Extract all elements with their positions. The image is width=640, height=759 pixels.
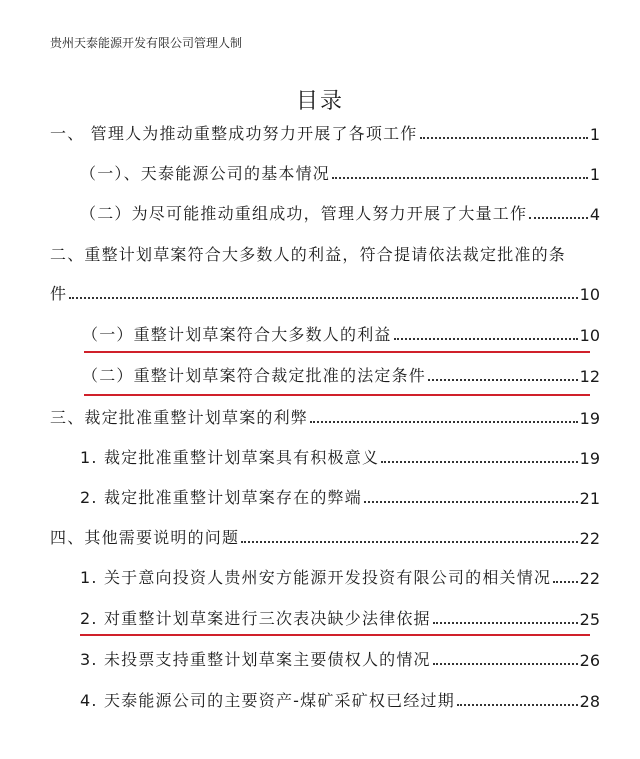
leader-dots <box>553 581 577 583</box>
toc-entry-label: 四、其他需要说明的问题 <box>50 528 240 547</box>
toc-entry <box>80 566 600 588</box>
toc-entry <box>80 486 600 508</box>
toc-entry-page: 4 <box>589 205 600 224</box>
toc-entry <box>80 607 600 629</box>
toc-entry-page: 22 <box>579 569 600 588</box>
leader-dots <box>69 297 577 299</box>
toc-entry-page: 28 <box>579 692 600 711</box>
toc-entry <box>50 406 600 428</box>
toc-title: 目录 <box>295 89 344 114</box>
toc-entry-page: 25 <box>579 610 600 629</box>
toc-entry-label: （二）为尽可能推动重组成功，管理人努力开展了大量工作 <box>80 204 528 223</box>
toc-entry-page: 19 <box>579 409 600 428</box>
toc-entry <box>82 364 600 386</box>
leader-dots <box>332 177 588 179</box>
leader-dots <box>433 663 578 665</box>
leader-dots <box>381 461 577 463</box>
toc-entry-label: 4. 天泰能源公司的主要资产-煤矿采矿权已经过期 <box>80 691 455 710</box>
leader-dots <box>310 421 578 423</box>
toc-entry-page: 12 <box>579 367 600 386</box>
toc-entry-label: 2. 对重整计划草案进行三次表决缺少法律依据 <box>80 609 431 628</box>
toc-entry-label: 2. 裁定批准重整计划草案存在的弊端 <box>80 488 362 507</box>
toc-entry-label-line1: 二、重整计划草案符合大多数人的利益，符合提请依法裁定批准的条 <box>50 245 567 264</box>
toc-entry-page: 10 <box>579 326 600 345</box>
toc-entry <box>50 526 600 548</box>
toc-entry <box>80 648 600 670</box>
toc-entry <box>80 446 600 468</box>
toc-entry-label: （一）重整计划草案符合大多数人的利益 <box>82 325 392 344</box>
toc-entry <box>80 689 600 711</box>
toc-entry-label: 件 <box>50 284 68 303</box>
toc-entry-page: 1 <box>589 165 600 184</box>
red-underline <box>84 394 590 396</box>
toc-entry-label: （二）重整计划草案符合裁定批准的法定条件 <box>82 366 427 385</box>
toc-entry-label: 一、 管理人为推动重整成功努力开展了各项工作 <box>50 124 418 143</box>
toc-entry <box>82 323 600 345</box>
toc-entry <box>50 282 600 304</box>
toc-entry-label: 三、裁定批准重整计划草案的利弊 <box>50 408 309 427</box>
leader-dots <box>457 704 578 706</box>
leader-dots <box>433 622 578 624</box>
toc-entry <box>80 162 600 184</box>
leader-dots <box>420 137 588 139</box>
leader-dots <box>394 338 578 340</box>
toc-entry-label: 1. 裁定批准重整计划草案具有积极意义 <box>80 448 380 467</box>
toc-entry-page: 21 <box>579 489 600 508</box>
toc-entry <box>50 122 600 144</box>
toc-entry-page: 1 <box>589 125 600 144</box>
toc-entry-label: 1. 关于意向投资人贵州安方能源开发投资有限公司的相关情况 <box>80 568 552 587</box>
toc-entry-page: 19 <box>579 449 600 468</box>
toc-entry <box>80 202 600 224</box>
red-underline <box>80 634 590 636</box>
toc-entry-page: 26 <box>579 651 600 670</box>
toc-entry-label: 3. 未投票支持重整计划草案主要债权人的情况 <box>80 650 431 669</box>
leader-dots <box>241 541 577 543</box>
toc-entry-page: 10 <box>579 285 600 304</box>
toc-entry-page: 22 <box>579 529 600 548</box>
leader-dots <box>428 379 578 381</box>
leader-dots <box>364 501 578 503</box>
red-underline <box>84 351 590 353</box>
document-header: 贵州天泰能源开发有限公司管理人制 <box>50 36 243 50</box>
toc-entry-label: （一）、天泰能源公司的基本情况 <box>80 164 331 183</box>
leader-dots <box>529 217 588 219</box>
